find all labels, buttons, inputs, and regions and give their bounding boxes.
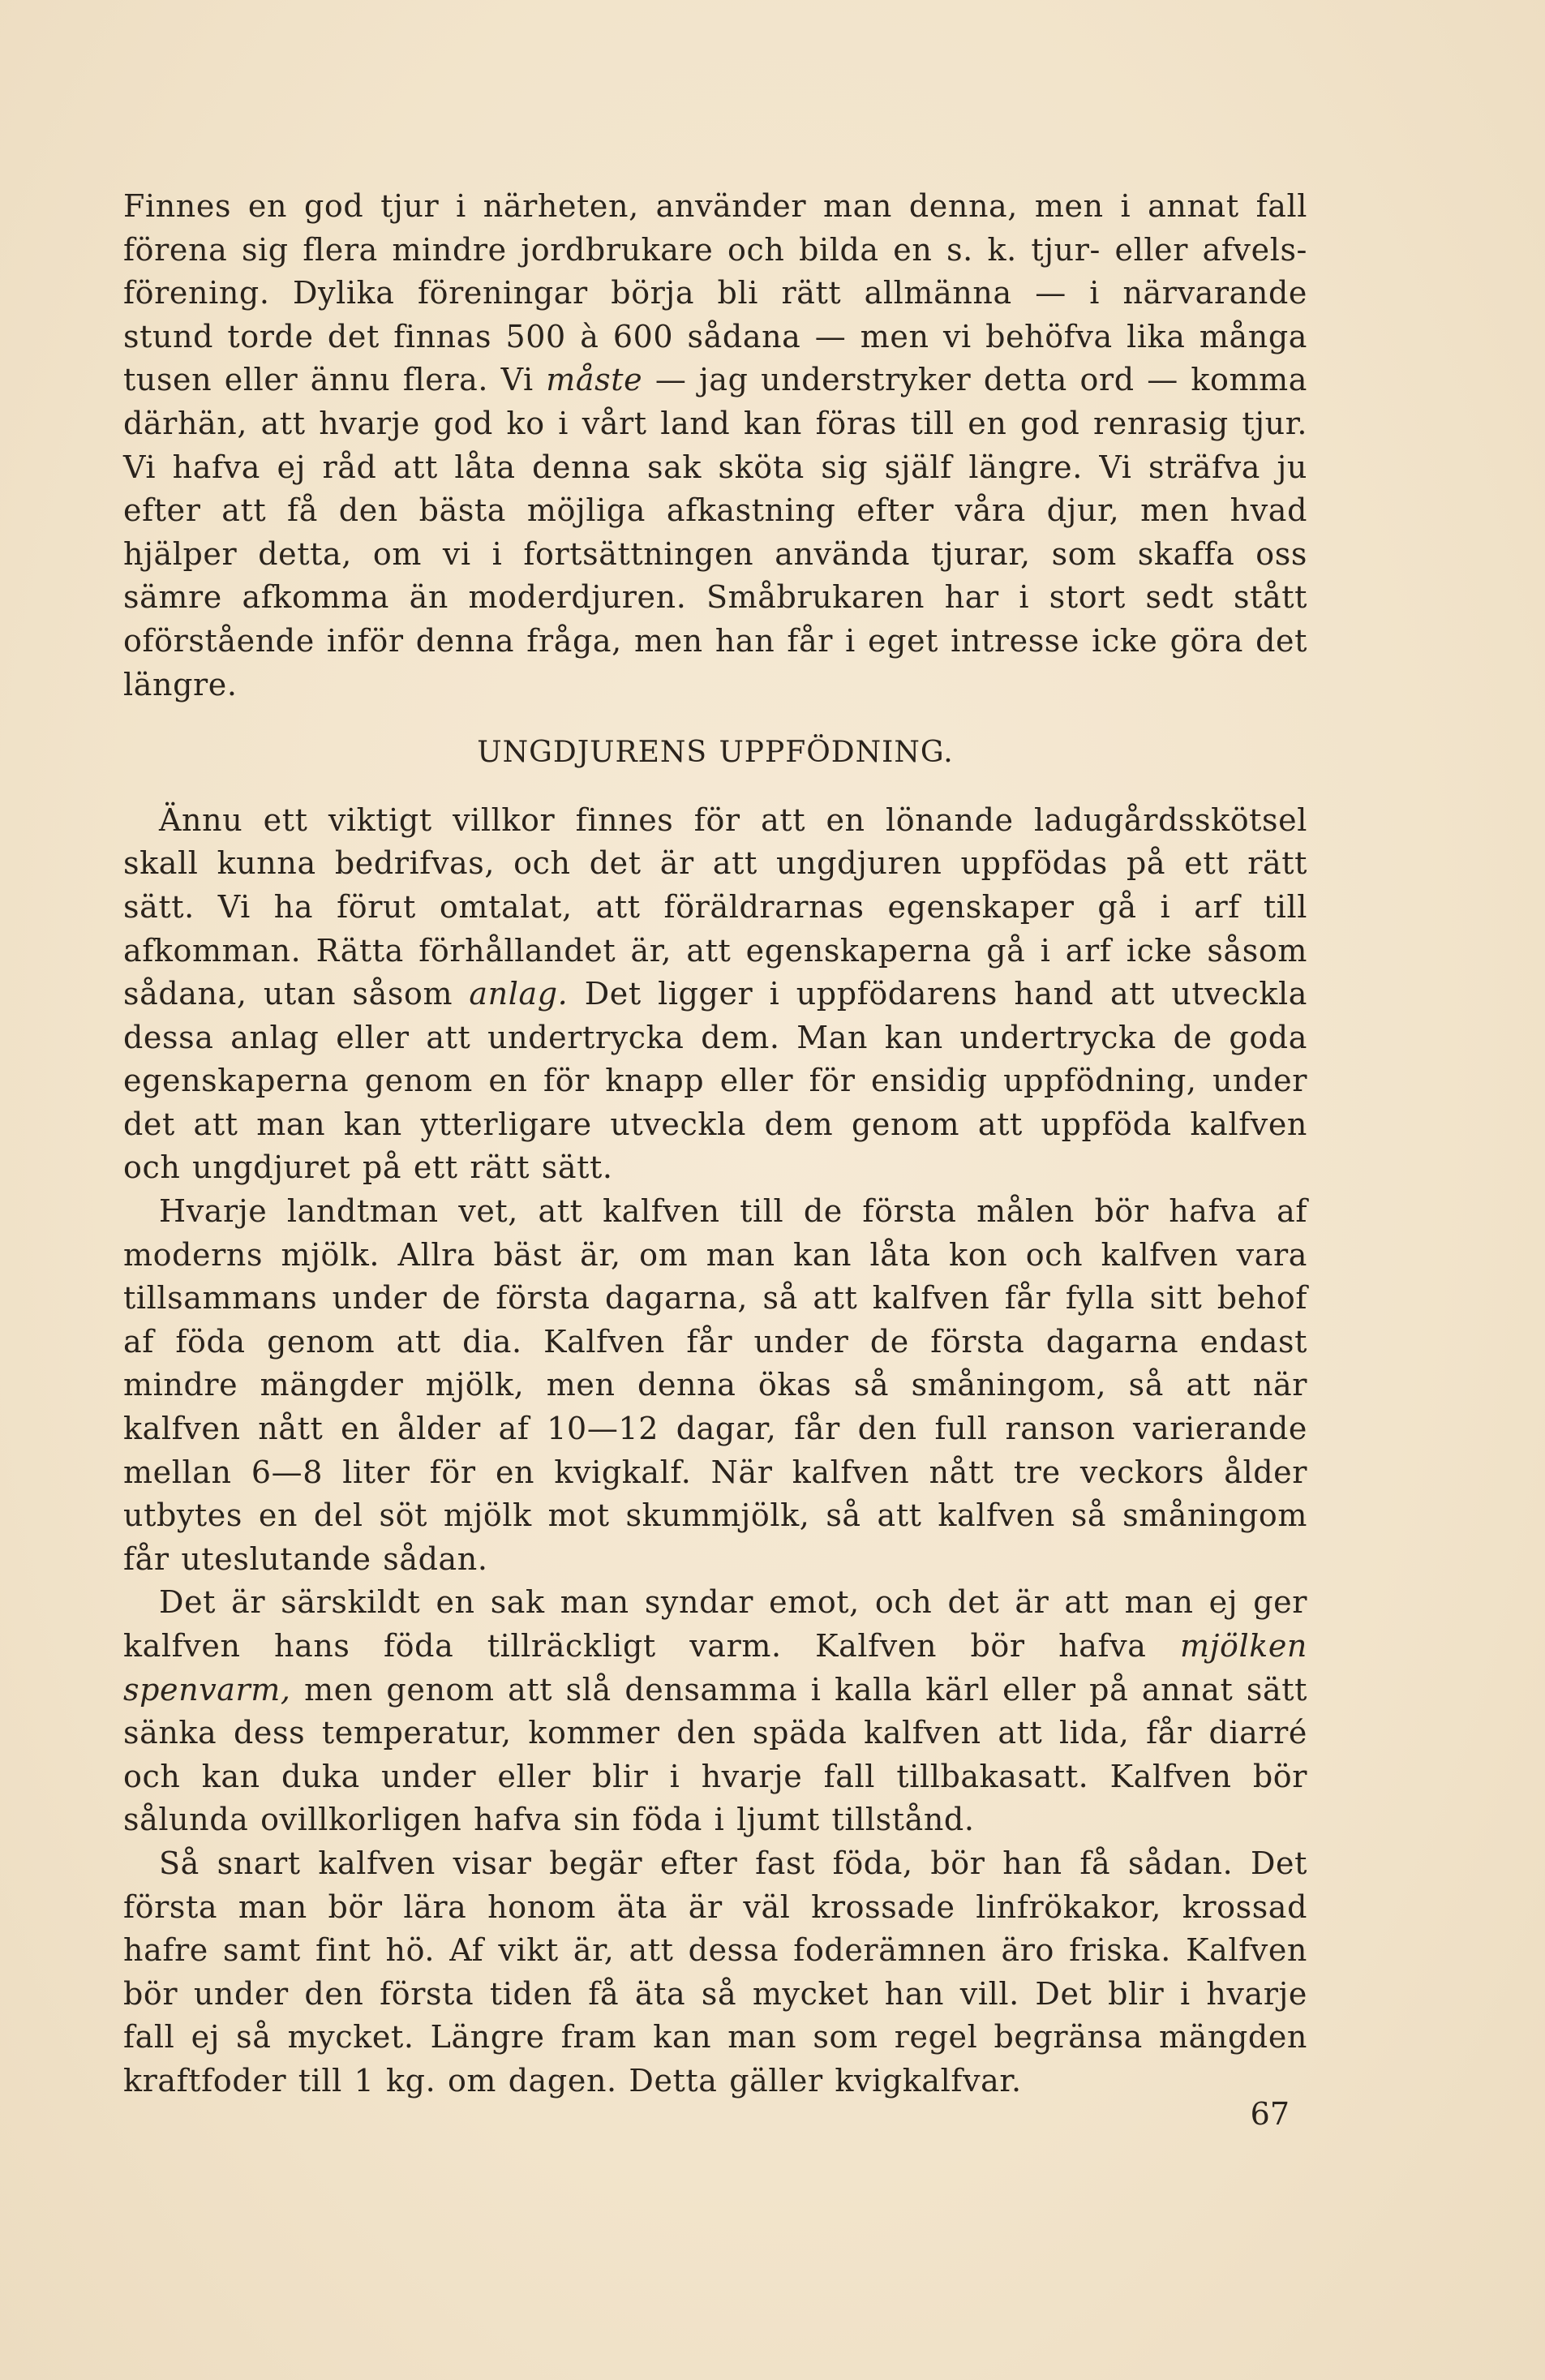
paragraph-2-text-rest: Det ligger i uppfödarens hand att utveckla dessa anlag eller att undertrycka dem. Man kan undertrycka de goda egenskaperna genom en för knapp eller för ensidig uppfödning, under det att man kan ytterligare utveckla dem genom att uppföda kalfven och ungdjuret på ett rätt sätt. [123,976,1307,1186]
paragraph-2-emphasis: anlag. [469,976,569,1012]
paragraph-5: Så snart kalfven visar begär efter fast föda, bör han få sådan. Det första man bör lära honom äta är väl krossade linfrökakor, krossad hafre samt fint hö. Af vikt är, att dessa foderämnen äro friska. Kalfven bör under den första tiden få äta så mycket han vill. Det blir i hvarje fall ej så mycket. Längre fram kan man som regel begränsa mängden kraftfoder till 1 kg. om dagen. Detta gäller kvigkalfvar. [123,1845,1307,2099]
paragraph-2-text: Ännu ett viktigt villkor finnes för att en lönande ladugårdsskötsel skall kunna bedrifvas, och det är att ungdjuren uppfödas på ett rätt sätt. Vi ha förut omtalat, att föräldrarnas egenskaper gå i arf till afkomman. Rätta förhållandet är, att egenskaperna gå i arf icke såsom sådana, utan såsom [123,801,1307,1012]
paragraph-2 [123,799,1307,1190]
paragraph-4-text: Det är särskildt en sak man syndar emot, och det är att man ej ger kalfven hans föda tillräckligt varm. Kalfven bör hafva [123,1584,1307,1664]
paragraph-1-text: Finnes en god tjur i närheten, använder man denna, men i annat fall förena sig flera mindre jordbrukare och bilda en s. k. tjur- eller afvels-förening. Dylika föreningar börja bli rätt allmänna — i närvarande stund torde det finnas 500 à 600 sådana — men vi behöfva lika många tusen eller ännu flera. Vi [123,188,1307,398]
paragraph-1-text-rest: — jag understryker detta ord — komma därhän, att hvarje god ko i vårt land kan föras till en god renrasig tjur. Vi hafva ej råd att låta denna sak sköta sig själf längre. Vi sträfva ju efter att få den bästa möjliga afkastning efter våra djur, men hvad hjälper detta, om vi i fortsättningen använda tjurar, som skaffa oss sämre afkomma än moderdjuren. Småbrukaren har i stort sedt stått oförstående inför denna fråga, men han får i eget intresse icke göra det längre. [123,362,1307,702]
paragraph-1-emphasis: måste [546,362,643,398]
section-heading: UNGDJURENS UPPFÖDNING. [477,736,954,770]
body-text [123,185,1307,2103]
paragraph-4-text-rest: men genom att slå densamma i kalla kärl eller på annat sätt sänka dess temperatur, kommer den späda kalfven att lida, får diarré och kan duka under eller blir i hvarje fall tillbakasatt. Kalfven bör sålunda ovillkorligen hafva sin föda i ljumt tillstånd. [123,1671,1307,1838]
paragraph-4-emphasis: mjölken spenvarm, [123,1628,1307,1708]
paragraph-1 [123,185,1307,707]
paragraph-3: Hvarje landtman vet, att kalfven till de första målen bör hafva af moderns mjölk. Allra bäst är, om man kan låta kon och kalfven vara tillsammans under de första dagarna, så att kalfven får fylla sitt behof af föda genom att dia. Kalfven får under de första dagarna endast mindre mängder mjölk, men denna ökas så småningom, så att när kalfven nått en ålder af 10—12 dagar, får den full ranson varierande mellan 6—8 liter för en kvigkalf. När kalfven nått tre veckors ålder utbytes en del söt mjölk mot skummjölk, så att kalfven så småningom får uteslutande sådan. [123,1193,1307,1577]
page-number: 67 [1250,2096,1290,2132]
paragraph-4 [123,1581,1307,1842]
